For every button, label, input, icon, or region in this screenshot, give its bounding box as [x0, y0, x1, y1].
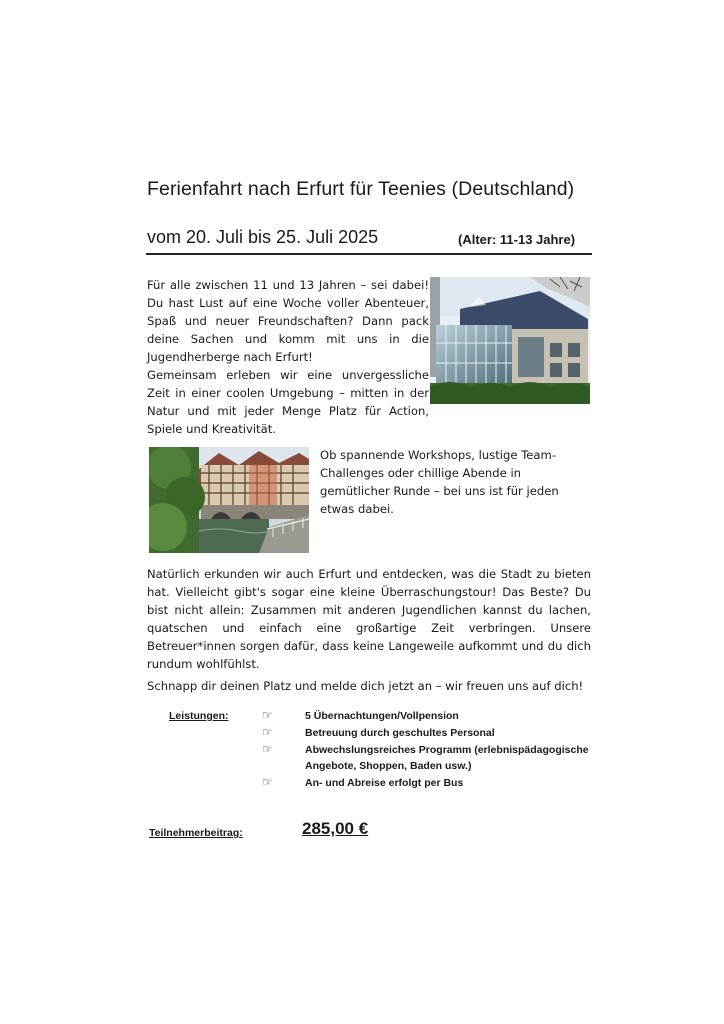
service-text: 5 Übernachtungen/Vollpension	[305, 710, 459, 722]
service-text: An- und Abreise erfolgt per Bus	[305, 777, 464, 789]
title-underline	[146, 253, 592, 255]
pointing-hand-icon: ☞	[262, 708, 273, 722]
services-list	[262, 708, 607, 792]
nature-paragraph: Gemeinsam erleben wir eine unvergessliche Zeit in einer coolen Umgebung – mitten in der Natur und mit jeder Menge Platz für Action, Spiele und Kreativität.	[147, 368, 429, 436]
intro-paragraph: Für alle zwischen 11 und 13 Jahren – sei dabei! Du hast Lust auf eine Woche voller Abenteuer, Spaß und neuer Freundschaften? Dann pack deine Sachen und komm mit uns in die Jugendherberge nach Erfurt!	[147, 278, 429, 364]
age-range: (Alter: 11-13 Jahre)	[458, 232, 576, 247]
list-item	[262, 708, 607, 724]
signup-paragraph: Schnapp dir deinen Platz und melde dich jetzt an – wir freuen uns auf dich!	[147, 679, 584, 693]
list-item	[262, 775, 607, 791]
service-text: Betreuung durch geschultes Personal	[305, 727, 495, 739]
city-paragraph: Natürlich erkunden wir auch Erfurt und entdecken, was die Stadt zu bieten hat. Vielleicht gibt's sogar eine kleine Überraschungstour! Das Beste? Du bist nicht allein: Zusammen mit anderen Jugendlichen kannst du lachen, quatschen und einfach eine großartige Zeit verbringen. Unsere Betreuer*innen sorgen dafür, dass keine Langeweile aufkommt und du dich rundum wohlfühlst.	[147, 567, 591, 671]
activities-paragraph: Ob spannende Workshops, lustige Team-Challenges oder chillige Abende in gemütlicher Runde – bei uns ist für jeden etwas dabei.	[320, 448, 559, 516]
hostel-photo	[430, 277, 590, 404]
list-item	[262, 725, 607, 741]
services-label: Leistungen:	[169, 710, 229, 722]
pointing-hand-icon: ☞	[262, 775, 273, 789]
date-range: vom 20. Juli bis 25. Juli 2025	[147, 227, 379, 247]
page-title: Ferienfahrt nach Erfurt für Teenies (Deutschland)	[147, 178, 575, 200]
fee-value: 285,00 €	[302, 819, 369, 838]
list-item	[262, 742, 607, 774]
kraemerbruecke-photo	[149, 447, 309, 553]
pointing-hand-icon: ☞	[262, 742, 273, 756]
pointing-hand-icon: ☞	[262, 725, 273, 739]
fee-label: Teilnehmerbeitrag:	[149, 827, 243, 839]
service-text: Abwechslungsreiches Programm (erlebnispädagogische Angebote, Shoppen, Baden usw.)	[305, 744, 589, 772]
